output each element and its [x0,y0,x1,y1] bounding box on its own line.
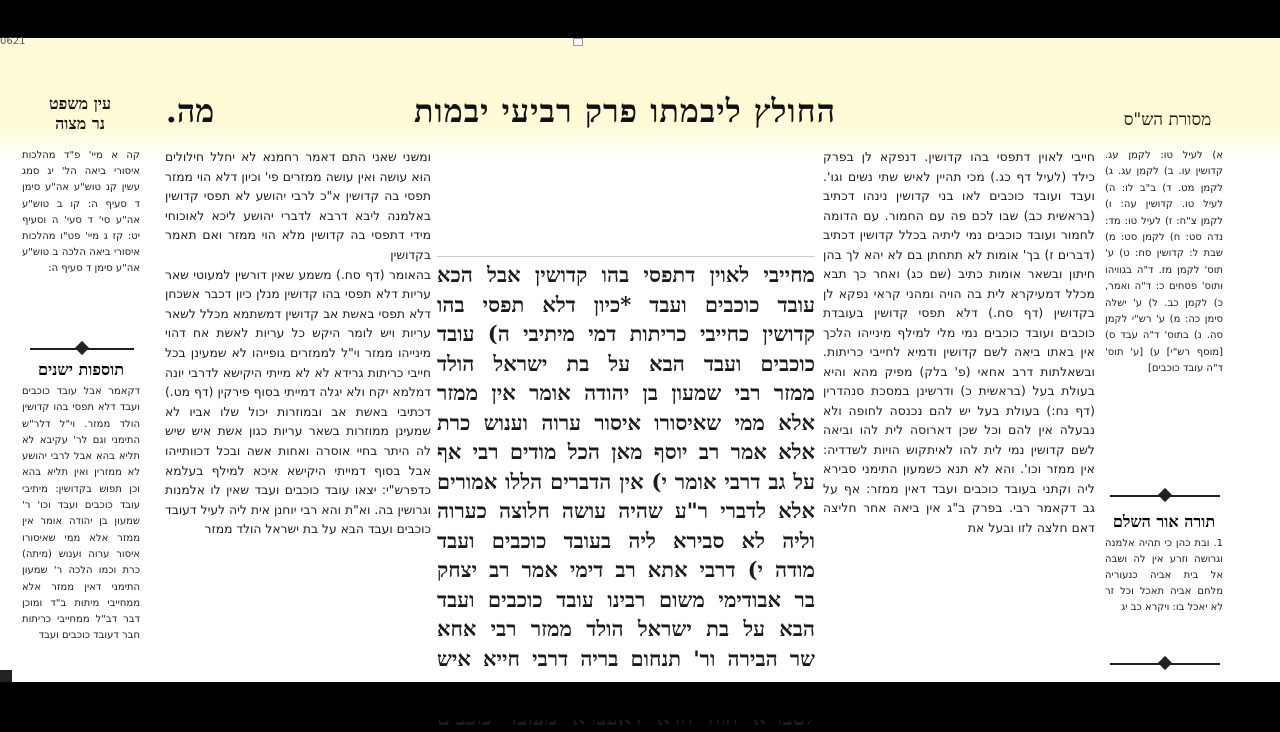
folio-number: מה. [160,92,220,130]
gemara-main-text [437,260,815,682]
ornament-divider [30,343,134,355]
page-corner-number: 0621 [0,36,25,47]
rashi-text: חייבי לאוין דתפסי בהו קדושין. דנפקא לן בפרק כילד (לעיל דף כג.) מכי תהיין לאיש שתי נשים וגו'. ועבד ועובד כוכבים לאו בני קדושין נינהו דכתיב (בראשית כב) שבו לכם פה עם החמור. עם הדומה לחמור ועובד כוכבים נמי ליתיה בכלל קדושין דכתיב (דברים ז) בך' אומות לא תתחתן בם לא יהא לך בהן חיתון ובשאר אומות כתיב (שם כג) ואחר כך תבא מכלל דמעיקרא לית בה הויה ומהני קראי נפקא לן בקדושין (דף סח.) דלא תפסי קדושין בעובדת כוכבים ועובד כוכבים נמי מלי למילף מינייהו הלכך אין באתו ביאה לשם קדושין ודמיא לחייבי כריתות. ובשאלתות דרב אחאי (פ' בלק) מפיק מהא והיא בעולת בעל (בראשית כ) ודרשינן במסכת סנהדרין (דף נח:) בעולת בעל יש להם נכנסה לחופה ולא נבעלה אין להם וכל שכן דארוסה לית להו וביאה לשם קדושין נמי לית להו לאיתקוש הויות לשדדיה: אין ממזר וכו'. והא לא תנא כשמעון התימני סבירא ליה וקתני בעובד כוכבים ועבד דאין ממזר: אף על גב דקאמר רבי. בפרק ב"ג אין ביאה אחר חליצה דאם חלצה לזו ובעל את [823,148,1095,538]
gemara-line: מחייבי לאוין דתפסי בהו קדושין אבל הכא [437,260,815,290]
torah-or-text [1105,536,1223,646]
gemara-line: שר הבירה ור' תנחום בריה דרבי חייא איש [437,644,815,674]
gemara-line: וליה לא סבירא ליה בעובד כוכבים ועבד [437,526,815,556]
gemara-line: עובד כוכבים ועבד *כיון דלא תפסי בהו [437,290,815,320]
ner-mitzvah-heading: נר מצוה [30,114,130,134]
gemara-line: קדושין כחייבי כריתות דמי מיתיבי ה) עובד [437,319,815,349]
ein-mishpat-heading: עין משפט [30,94,130,114]
main-text-top-rule [437,256,815,257]
page-top-marker [573,38,583,46]
tosfot-column [165,148,431,682]
page-edge-gap [1245,650,1280,682]
gemara-line: על גב דרבי אומר י) אין הדברים הללו אמורים [437,467,815,497]
gemara-line: ממזר רבי שמעון בן יהודה אומר אין ממזר [437,378,815,408]
gemara-line: אלא לדברי ר"ע שהיה עושה חלוצה כערוה [437,496,815,526]
corner-marker [0,670,12,682]
gemara-line: אלא ממי שאיסורו איסור ערוה וענוש כרת [437,408,815,438]
talmud-page [0,38,1280,682]
ein-mishpat-paragraph: קה א מיי' פ"ד מהלכות איסורי ביאה הל' יג סמג עשין קנ טוש"ע אה"ע סימן ד סעיף ה: קו ב טוש"ע אה"ע סי' ד סעי' ה וסעיף יט: קז ג מיי' פט"ו מהלכות איסורי ביאה הלכה ב טוש"ע אה"ע סימן ד סעיף ה: [22,148,140,278]
gemara-line: בר אבודימי משום רבינו עובד כוכבים ועבד [437,585,815,615]
bottom-black-bar [0,682,1280,720]
masoret-hashas-text [1105,148,1223,478]
ornament-divider [1110,490,1220,502]
page-title: החולץ ליבמתו פרק רביעי יבמות [400,92,850,130]
tosfot-top-text: ומשני שאני התם דאמר רחמנא לא יחלל חילולים הוא עושה ואין עושה ממזרים פי' וכיון דלא הוי ממזר תפסי בה קדושין א"כ לרבי יהושע לא תפסי קדושין באלמנה ליבא דרבא לדברי יהושע ליכא לאוכוחי מידי דתפסי בה קדושין מלא הוי ממזר ואם תאמר בקדושין [165,148,431,266]
masoret-hashas-paragraph: א) לעיל טו: לקמן עג. קדושין עו. ב) לקמן עג. ג) לקמן מט. ד) ב"ב לו: ה) לעיל טו. קדושין עה: ו) לקמן צ"ח: ז) לעיל טו: מד: נדה סט: ח) לקמן סט: מ) שבת ל: קדושין סח: ט) ע' תוס' לקמן מז. ד"ה בגוויהו ותוס' פסחים כ: ד"ה ואמר, כ) לקמן כב. ל) ע' ישלה סימן כה: מ) ע' רש"י לקמן סה. נ) בתוס' ד"ה עבד ס) [מוסף רש"י] ע) [ע' תוס' ד"ה עובד כוכבים] [1105,148,1223,378]
gemara-line: הבא על בת ישראל הולד ממזר רבי אחא [437,614,815,644]
gemara-line: מודה י) דרבי אתא רב דימי אמר רב יצחק [437,555,815,585]
torah-or-paragraph: 1. ובת כהן כי תהיה אלמנה וגרושה וזרע אין לה ושבה אל בית אביה כנעוריה מלחם אביה תאכל וכל זר לא יאכל בו: ויקרא כב יג [1105,536,1223,616]
torah-or-heading: תורה אור השלם [1105,512,1223,532]
tosfot-yeshanim-paragraph: דקאמר אבל עובד כוכבים ועבד דלא תפסי בהו קדושין הולד ממזר. וי"ל דלר"ש התימני וגם לר' עקיבא לא תליא בהא אבל לרבי יהושע לא ממזרין ואין תליא בהא וכן תפוש בקדושין: מיתיבי עובד כוכבים ועבד וכו' ר' שמעון בן יהודה אומר אין ממזר אלא ממי שאיסורו איסור ערוה וענוש (מיתה) כרת וכמו הלכה ר' שמעון התימני דאין ממזר אלא ממחייבי מיתות ב"ד ומוכן דבר דב"ל ממחייבי כריתות חבר דעובד כוכבים ועבד [22,384,140,645]
tosfot-text: בהאומר (דף סח.) משמע שאין דורשין למעוטי שאר עריות דלא תפסי בהו קדושין מנלן כיון דכבר אשכחן דלא תפסי באשת אב קדושין דמשתמא מכלל לשאר עריות ויש לומר היקש כל עריות לאשת אח דהוי מינייהו ממזר וי"ל לממזרים גופייהו לא שמעינן בכל חייבי כריתות גרידא לא לא מייתי היקישא לדרבי יונה דמלמא יקח ולא יגלה דמייתי בסוף פירקין (דף מט.) דכתיבי באשת אב ובמוזרות יכול שלו אביו לא שמעינן ממוזרות בשאר עריות כגון אשת איש שיש לה היתר בחיי אוסרה ואחות אשה ובכל דכוותייהו אבל בסוף דמייתי היקישא איכא למילף בעלמא כדפרש"י: יצאו עובד כוכבים ועבד שאין לו אלמנות וגרושין בה. וא"ת והא רבי יוחנן אית ליה לעיל דעובד כוכבים ועבד הבא על בת ישראל הולד ממזר [165,266,431,540]
masoret-hashas-heading: מסורת הש"ס [1110,110,1225,130]
tosfot-yeshanim-text [22,384,140,682]
tosfot-yeshanim-heading: תוספות ישנים [22,360,140,380]
gemara-line: אלא אמר רב יוסף מאן הכל מודים רבי אף [437,437,815,467]
ornament-divider [1110,658,1220,670]
ein-mishpat-text [22,148,140,338]
rashi-column [823,148,1095,682]
gemara-line: כוכבים ועבד הבא על בת ישראל הולד [437,349,815,379]
